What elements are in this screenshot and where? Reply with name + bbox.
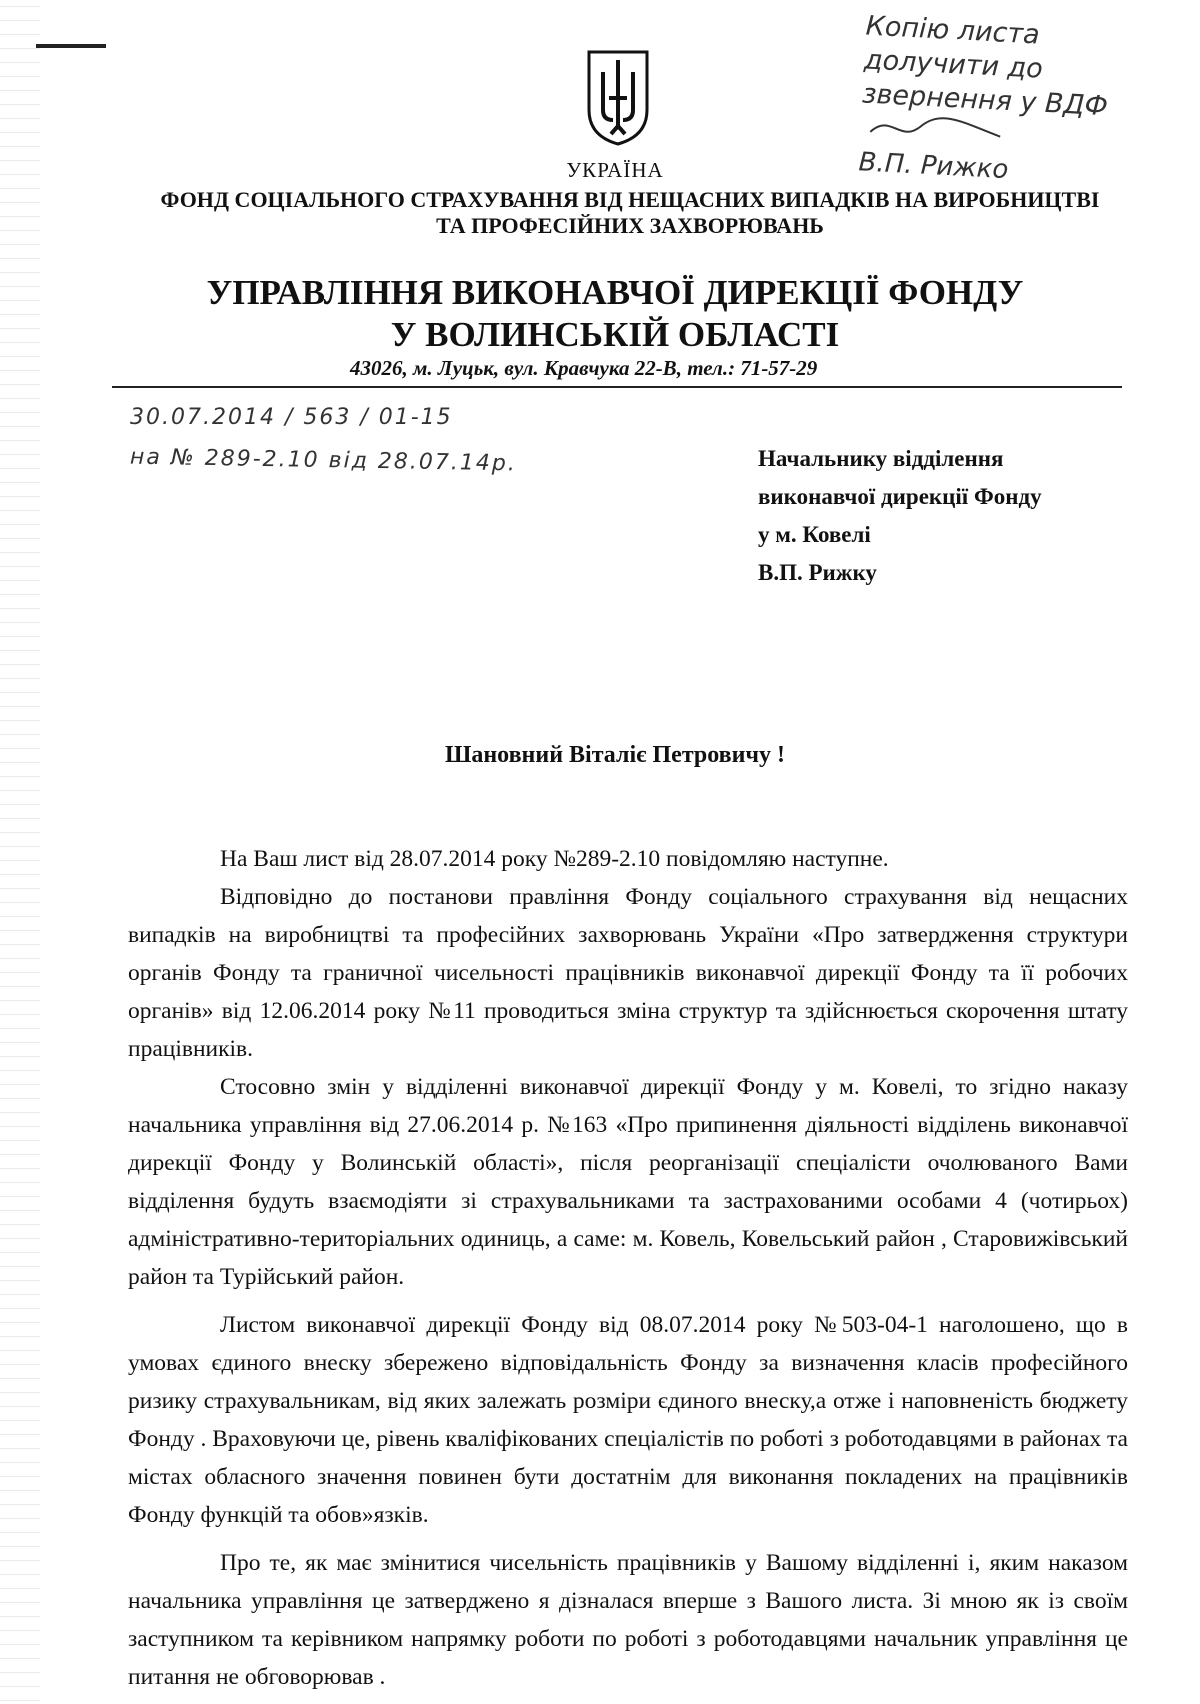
addressee-line: В.П. Рижку [758,560,877,585]
handnote-line: звернення у ВДФ [861,78,1109,123]
fund-name [130,187,1130,239]
fund-name-line-1: ФОНД СОЦІАЛЬНОГО СТРАХУВАННЯ ВІД НЕЩАСНИХ ВИПАДКІВ НА ВИРОБНИЦТВІ [160,187,1100,212]
handnote-line: долучити до [863,44,1044,85]
country-name: УКРАЇНА [566,158,664,182]
addressee-line: Начальнику відділення [758,446,1004,471]
letter-body [128,840,1128,1696]
body-paragraph: Стосовно змін у відділенні виконавчої дирекції Фонду у м. Ковелі, то згідно наказу начальника управління від 27.06.2014 р. №163 «Про припинення діяльності відділень виконавчої дирекції Фонду у Волинській області», після реорганізації спеціалісти очолюваного Вами відділення будуть взаємодіяти зі страхувальниками та застрахованими особами 4 (чотирьох) адміністративно-територіальних одиниць, а саме: м. Ковель, Ковельський район , Старовижівський район та Турійський район. [128,1074,1128,1290]
body-paragraph: На Ваш лист від 28.07.2014 року №289-2.10 повідомляю наступне. [220,846,889,872]
incoming-reference: на № 289-2.10 від 28.07.14р. [129,444,518,477]
scan-mark [36,44,106,48]
handnote-line: Копію листа [864,10,1041,51]
handnote-signature: В.П. Рижко [857,147,1010,186]
outgoing-registration: 30.07.2014 / 563 / 01-15 [130,405,453,430]
body-paragraph: Листом виконавчої дирекції Фонду від 08.07.2014 року №503-04-1 наголошено, що в умовах єдиного внеску збережено відповідальність Фонду за визначення класів професійного ризику страхувальникам, від яких залежать розміри єдиного внеску,а отже і наповненість бюджету Фонду . Враховуючи це, рівень кваліфікованих спеціалістів по роботі з роботодавцями в районах та містах обласного значення повинен бути достатнім для виконання покладених на працівників Фонду функцій та обов»язків. [128,1312,1128,1528]
addressee-line: виконавчої дирекції Фонду [758,484,1042,509]
salutation: Шановний Віталіє Петровичу ! [445,742,785,768]
addressee-line: у м. Ковелі [758,522,871,547]
addressee-block [758,440,1042,592]
body-paragraph: Відповідно до постанови правління Фонду соціального страхування від нещасних випадків на виробництві та професійних захворювань України «Про затвердження структури органів Фонду та граничної чисельності працівників виконавчої дирекції Фонду та її робочих органів» від 12.06.2014 року №11 проводиться зміна структур та здійснюється скорочення штату працівників. [128,884,1128,1062]
office-name-line-2: У ВОЛИНСЬКІЙ ОБЛАСТІ [390,315,840,354]
coat-of-arms-icon [585,48,651,148]
office-name [0,272,1200,356]
scan-edge-artifact [0,0,40,1704]
office-name-line-1: УПРАВЛІННЯ ВИКОНАВЧОЇ ДИРЕКЦІЇ ФОНДУ [206,273,1024,312]
office-address: 43026, м. Луцьк, вул. Кравчука 22-В, тел.: 71-57-29 [350,356,818,380]
header-divider [112,386,1122,388]
fund-name-line-2: ТА ПРОФЕСІЙНИХ ЗАХВОРЮВАНЬ [436,213,824,238]
body-paragraph: Про те, як має змінитися чисельність працівників у Вашому відділенні і, яким наказом начальника управління це затверджено я дізналася вперше з Вашого листа. Зі мною як із своїм заступником та керівником напрямку роботи по роботі з роботодавцями начальник управління це питання не обговорював . [128,1550,1128,1690]
